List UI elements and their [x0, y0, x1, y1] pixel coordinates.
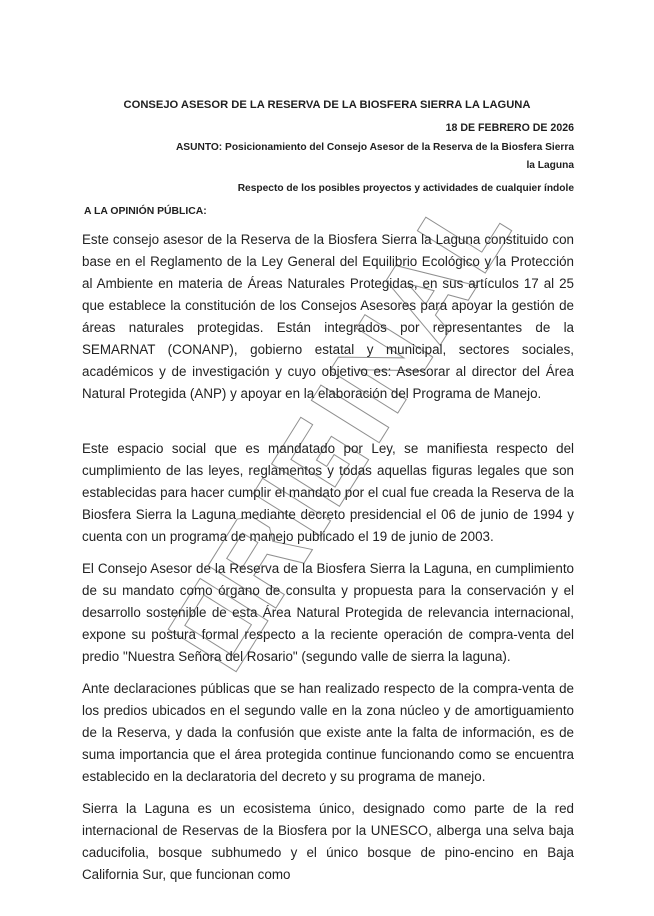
document-title: CONSEJO ASESOR DE LA RESERVA DE LA BIOSFERA SIERRA LA LAGUNA	[123, 99, 531, 111]
paragraph-text: Este consejo asesor de la Reserva de la Biosfera Sierra la Laguna constituido con base en el Reglamento de la Ley General del Equilibrio Ecológico y la Protección al Ambiente en materia de Áreas Naturales Protegidas, en sus artículos 17 al 25 que establece la constitución de los Consejos Asesores para apoyar la gestión de áreas naturales protegidas. Están integrados por representantes de la SEMARNAT (CONANP), gobierno estatal y municipal, sectores sociales, académicos y de investigación y cuyo objetivo es: Asesorar al director del Área Natural Protegida (ANP) y apoyar en la elaboración del Programa de Manejo.	[82, 232, 574, 401]
asunto-label: ASUNTO:	[175, 142, 223, 153]
asunto-text: Posicionamiento del Consejo Asesor de la Reserva de la Biosfera Sierra la Laguna	[225, 142, 574, 171]
paragraph-text: Ante declaraciones públicas que se han realizado respecto de la compra-venta de los predios ubicados en el segundo valle en la zona núcleo y de amortiguamiento de la Reserva, y dada la confusión que existe ante la falta de información, es de suma importancia que el área protegida continue funcionando como se encuentra establecido en la declaratoria del decreto y su programa de manejo.	[82, 681, 574, 784]
body-paragraph	[82, 558, 574, 668]
body-paragraph	[82, 798, 574, 886]
body-paragraph	[82, 678, 574, 788]
document-date: 18 DE FEBRERO DE 2026	[445, 122, 574, 134]
paragraph-text: Este espacio social que es mandatado por Ley, se manifiesta respecto del cumplimiento de las leyes, reglamentos y todas aquellas figuras legales que son establecidas para hacer cumplir el mandato por el cual fue creada la Reserva de la Biosfera Sierra la Laguna mediante decreto presidencial el 06 de junio de 1994 y cuenta con un programa de manejo publicado el 19 de junio de 2003.	[82, 441, 575, 544]
asunto-block	[174, 139, 574, 175]
body-paragraph	[82, 229, 574, 405]
paragraph-text: Sierra la Laguna es un ecosistema único, designado como parte de la red internacional de Reservas de la Biosfera por la UNESCO, alberga una selva baja caducifolia, bosque subhumedo y el único bosque de pino-encino en Baja California Sur, que funcionan como	[82, 801, 574, 882]
respecto-line: Respecto de los posibles proyectos y actividades de cualquier índole	[237, 183, 574, 194]
paragraph-text: El Consejo Asesor de la Reserva de la Biosfera Sierra la Laguna, en cumplimiento de su mandato como órgano de consulta y propuesta para la conservación y el desarrollo sostenible de esta Área Natural Protegida de relevancia internacional, expone su postura formal respecto a la reciente operación de compra-venta del predio "Nuestra Señora del Rosario" (segundo valle de sierra la laguna).	[82, 561, 574, 664]
salutation: A LA OPINIÓN PÚBLICA:	[84, 206, 207, 217]
body-paragraph	[82, 438, 574, 548]
